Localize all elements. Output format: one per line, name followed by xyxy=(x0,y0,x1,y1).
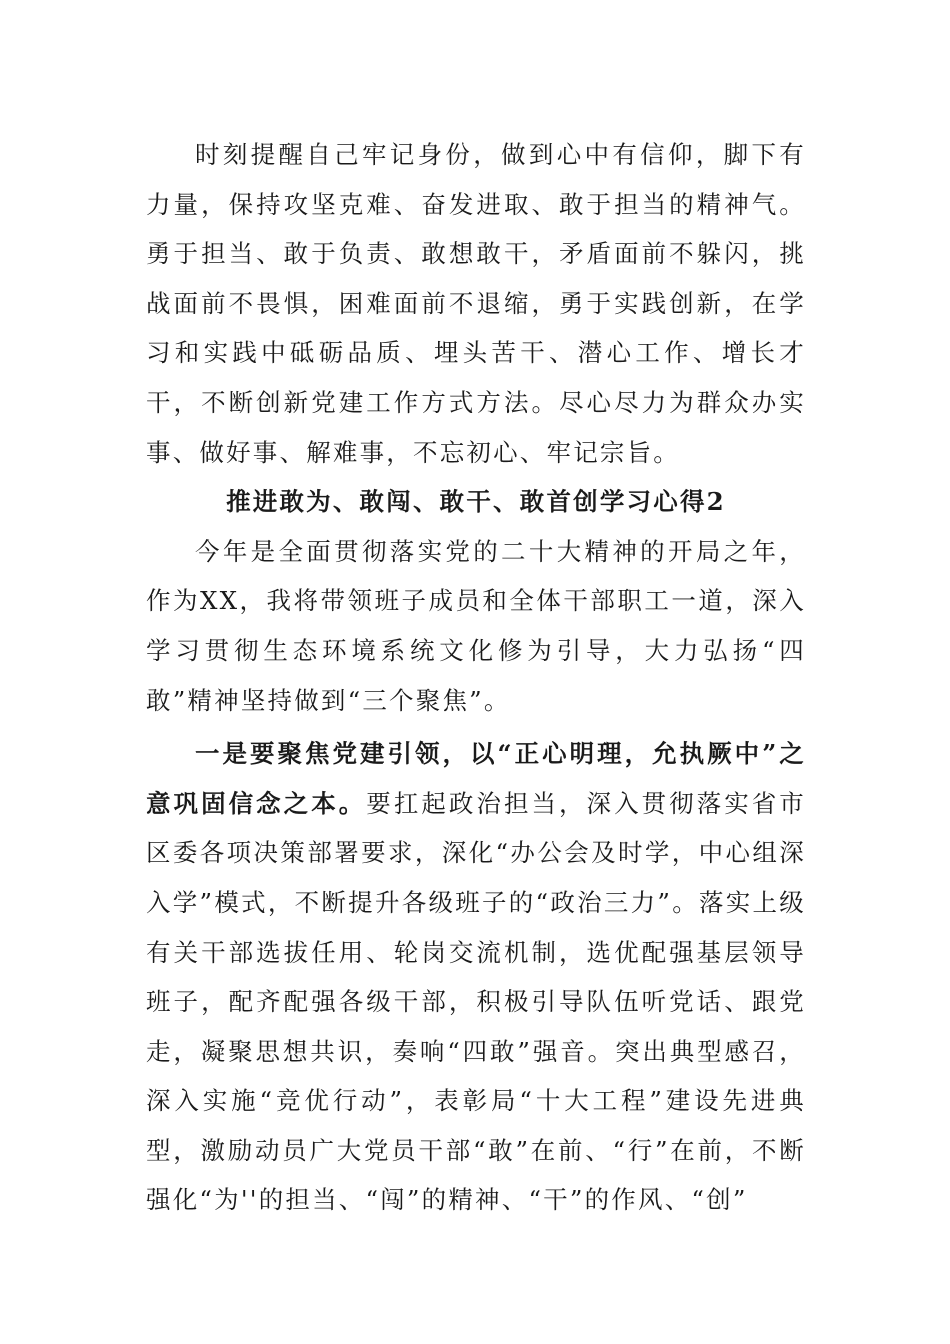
paragraph-2: 今年是全面贯彻落实党的二十大精神的开局之年，作为XX，我将带领班子成员和全体干部职工一道，深入学习贯彻生态环境系统文化修为引导，大力弘扬“四敢”精神坚持做到“三个聚焦”。 xyxy=(146,536,806,715)
document-page xyxy=(146,130,806,1225)
paragraph-3-lead: 一是要聚焦党建引领，以“正心明理，允执厥中”之意巩固信念之本。 xyxy=(146,739,806,818)
paragraph-3 xyxy=(146,729,806,1225)
section-heading: 推进敢为、敢闯、敢干、敢首创学习心得2 xyxy=(226,487,726,517)
paragraph-1: 时刻提醒自己牢记身份，做到心中有信仰，脚下有力量，保持攻坚克难、奋发进取、敢于担当的精神气。勇于担当、敢于负责、敢想敢干，矛盾面前不躲闪，挑战面前不畏惧，困难面前不退缩，勇于实践创新，在学习和实践中砥砺品质、埋头苦干、潜心工作、增长才干，不断创新党建工作方式方法。尽心尽力为群众办实事、做好事、解难事，不忘初心、牢记宗旨。 xyxy=(146,140,806,467)
paragraph-3-body: 要扛起政治担当，深入贯彻落实省市区委各项决策部署要求，深化“办公会及时学，中心组深入学”模式，不断提升各级班子的“政治三力”。落实上级有关干部选拔任用、轮岗交流机制，选优配强基层领导班子，配齐配强各级干部，积极引导队伍听党话、跟党走，凝聚思想共识，奏响“四敢”强音。突出典型感召，深入实施“竞优行动”，表彰局“十大工程”建设先进典型，激励动员广大党员干部“敢”在前、“行”在前，不断强化“为''的担当、“闯”的精神、“干”的作风、“创” xyxy=(146,788,806,1215)
